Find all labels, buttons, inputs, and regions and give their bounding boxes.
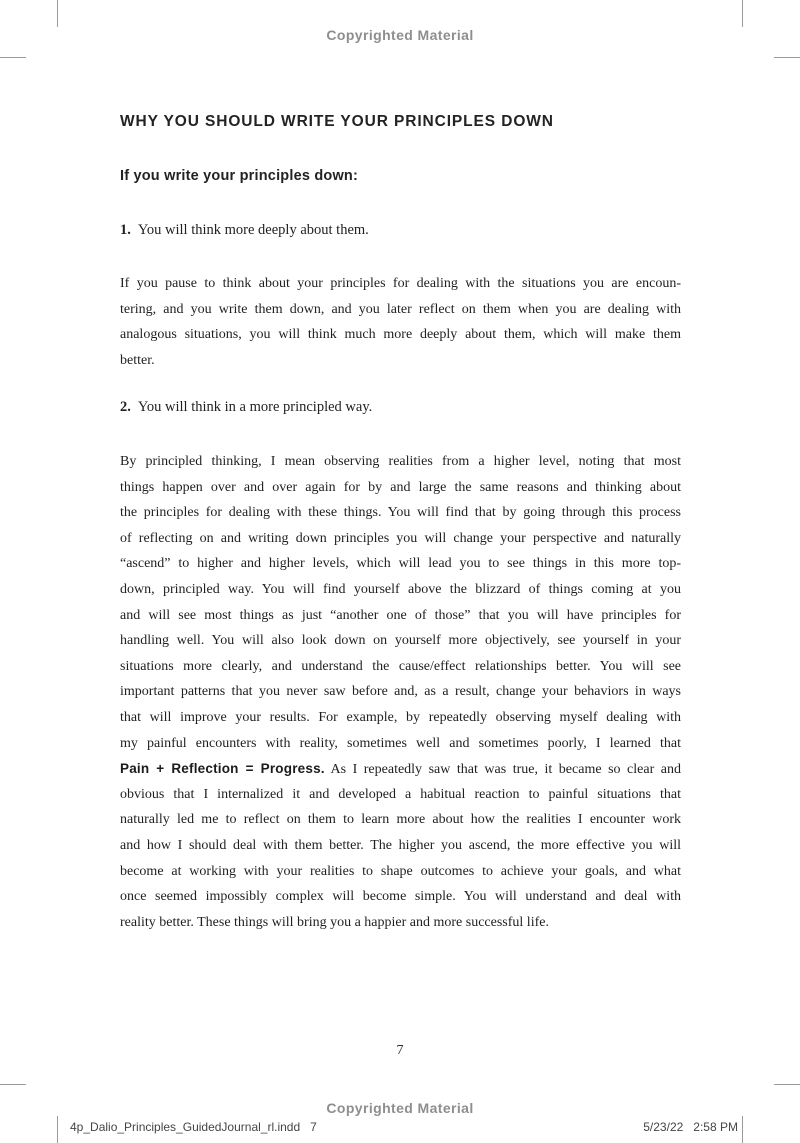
crop-mark-top-left-vertical	[57, 0, 58, 27]
footer-file-name: 4p_Dalio_Principles_GuidedJournal_rl.indd	[70, 1120, 301, 1134]
page-title: WHY YOU SHOULD WRITE YOUR PRINCIPLES DOWN	[120, 113, 554, 130]
list-item-number: 2.	[120, 399, 131, 415]
text-line: naturally led me to reflect on them to learn more about how the realities I encounter work	[120, 812, 681, 828]
footer-date: 5/23/22	[643, 1120, 684, 1134]
page-number: 7	[396, 1043, 404, 1058]
text-line: become at working with your realities to shape outcomes to achieve your goals, and what	[120, 863, 681, 879]
text-line: important patterns that you never saw before and, as a result, change your behaviors in ways	[120, 684, 681, 700]
copyright-notice-top: Copyrighted Material	[326, 27, 474, 43]
body-paragraph-2	[120, 449, 681, 935]
text-line: that will improve your results. For example, by repeatedly observing myself dealing with	[120, 709, 681, 725]
text-line: and will see most things as just “another one of those” that you will have principles for	[120, 607, 681, 623]
text-line: and how I should deal with them better. The higher you ascend, the more effective you will	[120, 837, 681, 853]
text-line: things happen over and over again for by and large the same reasons and thinking about	[120, 479, 681, 495]
text-line: By principled thinking, I mean observing realities from a higher level, noting that most	[120, 454, 681, 469]
text-line: reality better. These things will bring you a happier and more successful life.	[120, 914, 549, 930]
crop-mark-bottom-left-vertical	[57, 1116, 58, 1143]
text-line: obvious that I internalized it and developed a habitual reaction to painful situations that	[120, 786, 681, 802]
text-line: down, principled way. You will find yourself above the blizzard of things coming at you	[120, 581, 681, 597]
text-line: my painful encounters with reality, sometimes well and sometimes poorly, I learned that	[120, 735, 681, 751]
text-line: “ascend” to higher and higher levels, which will lead you to see things in this more top-	[120, 556, 681, 572]
text-line: analogous situations, you will think much more deeply about them, which will make them	[120, 327, 681, 343]
text-line: of reflecting on and writing down principles you will change your perspective and naturally	[120, 530, 681, 546]
text-line: the principles for dealing with these things. You will find that by going through this process	[120, 505, 681, 521]
text-line: If you pause to think about your principles for dealing with the situations you are encoun-	[120, 276, 681, 291]
copyright-notice-bottom: Copyrighted Material	[326, 1100, 474, 1116]
list-item-2	[120, 398, 372, 417]
text-line: handling well. You will also look down on yourself more objectively, see yourself in your	[120, 633, 681, 649]
text-line: better.	[120, 352, 155, 368]
text-line: Pain + Reflection = Progress. As I repeatedly saw that was true, it became so clear and	[120, 761, 681, 778]
list-item-1	[120, 221, 369, 240]
crop-mark-top-left-horizontal	[0, 57, 26, 58]
text-line: tering, and you write them down, and you later reflect on them when you are dealing with	[120, 301, 681, 317]
crop-mark-bottom-right-horizontal	[774, 1084, 800, 1085]
footer-time: 2:58 PM	[693, 1120, 738, 1134]
footer-date-time	[643, 1120, 738, 1134]
crop-mark-bottom-right-vertical	[742, 1116, 743, 1143]
body-paragraph-1	[120, 271, 681, 373]
crop-mark-top-right-vertical	[742, 0, 743, 27]
footer-file-info	[70, 1120, 317, 1134]
crop-mark-bottom-left-horizontal	[0, 1084, 26, 1085]
footer-file-page: 7	[310, 1120, 317, 1134]
list-item-number: 1.	[120, 222, 131, 238]
text-line: once seemed impossibly complex will become simple. You will understand and deal with	[120, 889, 681, 905]
text-line: situations more clearly, and understand the cause/effect relationships better. You will see	[120, 658, 681, 674]
list-item-text: You will think in a more principled way.	[137, 399, 373, 415]
section-subheading: If you write your principles down:	[120, 168, 359, 184]
list-item-text: You will think more deeply about them.	[137, 222, 369, 238]
crop-mark-top-right-horizontal	[774, 57, 800, 58]
inline-bold-text: Pain + Reflection = Progress.	[120, 761, 325, 777]
